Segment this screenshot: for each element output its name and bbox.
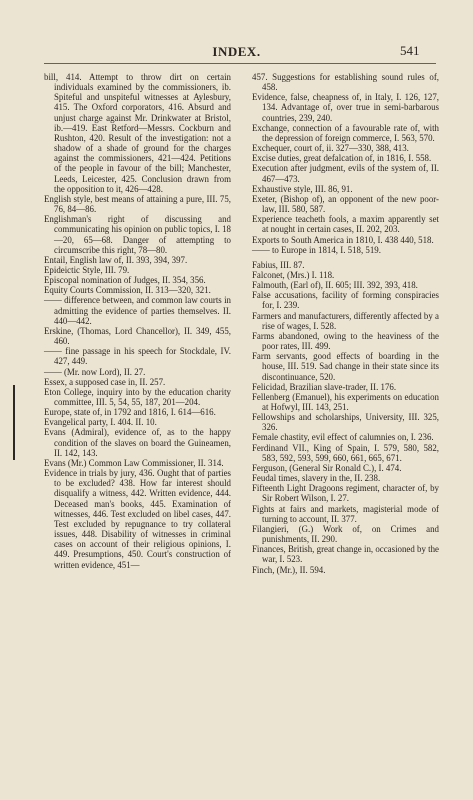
index-entry: —— (Mr. now Lord), II. 27. xyxy=(44,366,146,377)
index-entry: Evidence in trials by jury, 436. Ought that of parties to be excluded? 438. How far interest should disqualify a witness, 442. Written evidence, 444. Deceased man's books, 445. Examination of witnesses, 446. Test excluded on libel cases, 447. Test excluded by repugnance to try collateral issues, 448. Disability of witnesses in criminal cases on account of their religious opinions, I. 449. Presumptions, 450. Court's construction of written evidence, 451— xyxy=(44,468,231,570)
index-entry: Fellenberg (Emanuel), his experiments on education at Hofwyl, III. 143, 251. xyxy=(252,391,439,412)
index-entry: Farm servants, good effects of boarding in the house, III. 519. Sad change in their state since its discontinuance, 520. xyxy=(252,351,439,382)
index-entry: Fights at fairs and markets, magisterial mode of turning to account, II. 377. xyxy=(252,503,439,524)
index-entry: Farmers and manufacturers, differently affected by a rise of wages, I. 528. xyxy=(252,310,439,331)
index-entry: Ferguson, (General Sir Ronald C.), I. 474. xyxy=(252,462,402,473)
index-entry: Felicidad, Brazilian slave-trader, II. 176. xyxy=(252,381,397,392)
index-entry: Experience teacheth fools, a maxim apparently set at nought in certain cases, II. 202, 203. xyxy=(252,214,439,235)
index-entry: Europe, state of, in 1792 and 1816, I. 614—616. xyxy=(44,407,216,418)
index-entry: Female chastity, evil effect of calumnies on, I. 236. xyxy=(252,432,434,443)
index-entry: Evidence, false, cheapness of, in Italy, I. 126, 127, 134. Advantage of, over true in semi-barbarous countries, 239, 240. xyxy=(252,92,439,123)
index-entry: Filangieri, (G.) Work of, on Crimes and punishments, II. 290. xyxy=(252,523,439,545)
index-entry: English style, best means of attaining a pure, III. 75, 76, 84—86. xyxy=(44,193,231,215)
index-entry: Exchequer, court of, ii. 327—330, 388, 413. xyxy=(252,143,409,154)
index-entry: Exeter, (Bishop of), an opponent of the new poor-law, III. 580, 587. xyxy=(252,193,439,215)
index-entry: Englishman's right of discussing and communicating his opinion on public topics, I. 18—20, 65—68. Danger of attempting to circumscribe this right, 78—80. xyxy=(44,214,231,255)
index-entry: bill, 414. Attempt to throw dirt on certain individuals examined by the commissioners, ib. Spiteful and unspiteful witnesses at Aylesbury, 415. The Oxford corporators, 416. Absurd and unjust charge against Mr. Drinkwater at Bristol, ib.—419. East Retford—Messrs. Cockburn and Rushton, 420. Result of the investigation: not a shadow of a shade of ground for the charges against the commissioners, 421—424. Petitions of the people in favour of the bill; Manchester, Leeds, Leicester, 425. Conclusion drawn from the opposition to it, 426—428. xyxy=(44,72,231,194)
index-entry: Episcopal nomination of Judges, II. 354, 356. xyxy=(44,275,206,286)
index-entry: False accusations, facility of forming conspiracies for, I. 239. xyxy=(252,290,439,311)
index-entry: Entail, English law of, II. 393, 394, 397. xyxy=(44,254,188,265)
margin-pencil-mark xyxy=(13,385,15,460)
index-entry: Essex, a supposed case in, II. 257. xyxy=(44,376,166,387)
index-entry: Falconet, (Mrs.) I. 118. xyxy=(252,269,335,280)
index-entry: Falmouth, (Earl of), II. 605; III. 392, 393, 418. xyxy=(252,280,418,291)
index-entry: Epideictic Style, III. 79. xyxy=(44,264,130,275)
index-entry: Evangelical party, I. 404. II. 10. xyxy=(44,417,157,428)
index-entry: Excise duties, great defalcation of, in 1816, I. 558. xyxy=(252,153,432,164)
index-entry: Finances, British, great change in, occasioned by the war, I. 523. xyxy=(252,544,439,565)
index-entry: Fabius, III. 87. xyxy=(252,259,305,270)
page-number: 541 xyxy=(400,43,420,58)
index-entry: —— fine passage in his speech for Stockdale, IV. 427, 449. xyxy=(44,346,231,367)
running-header-title: INDEX. xyxy=(212,44,261,59)
index-entry: Exchange, connection of a favourable rate of, with the depression of foreign commerce, I. 563, 570. xyxy=(252,122,439,143)
index-entry: Fifteenth Light Dragoons regiment, character of, by Sir Robert Wilson, I. 27. xyxy=(252,483,439,504)
index-column-left xyxy=(44,72,231,570)
index-entry: 457. Suggestions for establishing sound rules of, 458. xyxy=(252,72,439,93)
index-entry: Evans (Admiral), evidence of, as to the happy condition of the slaves on board the Guineamen, II. 142, 143. xyxy=(44,427,231,458)
header-rule xyxy=(44,63,436,64)
index-entry: Fellowships and scholarships, University, III. 325, 326. xyxy=(252,412,439,433)
index-entry: Execution after judgment, evils of the system of, II. 467—473. xyxy=(252,163,439,184)
index-entry: Erskine, (Thomas, Lord Chancellor), II. 349, 455, 460. xyxy=(44,325,231,347)
index-entry: Ferdinand VII., King of Spain, I. 579, 580, 582, 583, 592, 593, 599, 660, 661, 665, 671. xyxy=(252,442,439,463)
index-entry: Exports to South America in 1810, I. 438 440, 518. xyxy=(252,234,434,245)
index-entry: Equity Courts Commission, II. 313—320, 321. xyxy=(44,285,211,296)
index-entry: Finch, (Mr.), II. 594. xyxy=(252,564,326,575)
index-entry: Feudal times, slavery in the, II. 238. xyxy=(252,473,381,484)
index-column-right xyxy=(252,72,439,575)
index-entry: Eton College, inquiry into by the education charity committee, III. 5, 54, 55, 187, 201—204. xyxy=(44,386,231,407)
index-entry: Exhaustive style, III. 86, 91. xyxy=(252,183,353,194)
index-entry: —— difference between, and common law courts in admitting the evidence of parties themselves. II. 440—442. xyxy=(44,295,231,326)
index-entry: Evans (Mr.) Common Law Commissioner, II. 314. xyxy=(44,457,224,468)
index-entry: —— to Europe in 1814, I. 518, 519. xyxy=(252,244,381,255)
index-entry: Farms abandoned, owing to the heaviness of the poor rates, III. 499. xyxy=(252,330,439,352)
